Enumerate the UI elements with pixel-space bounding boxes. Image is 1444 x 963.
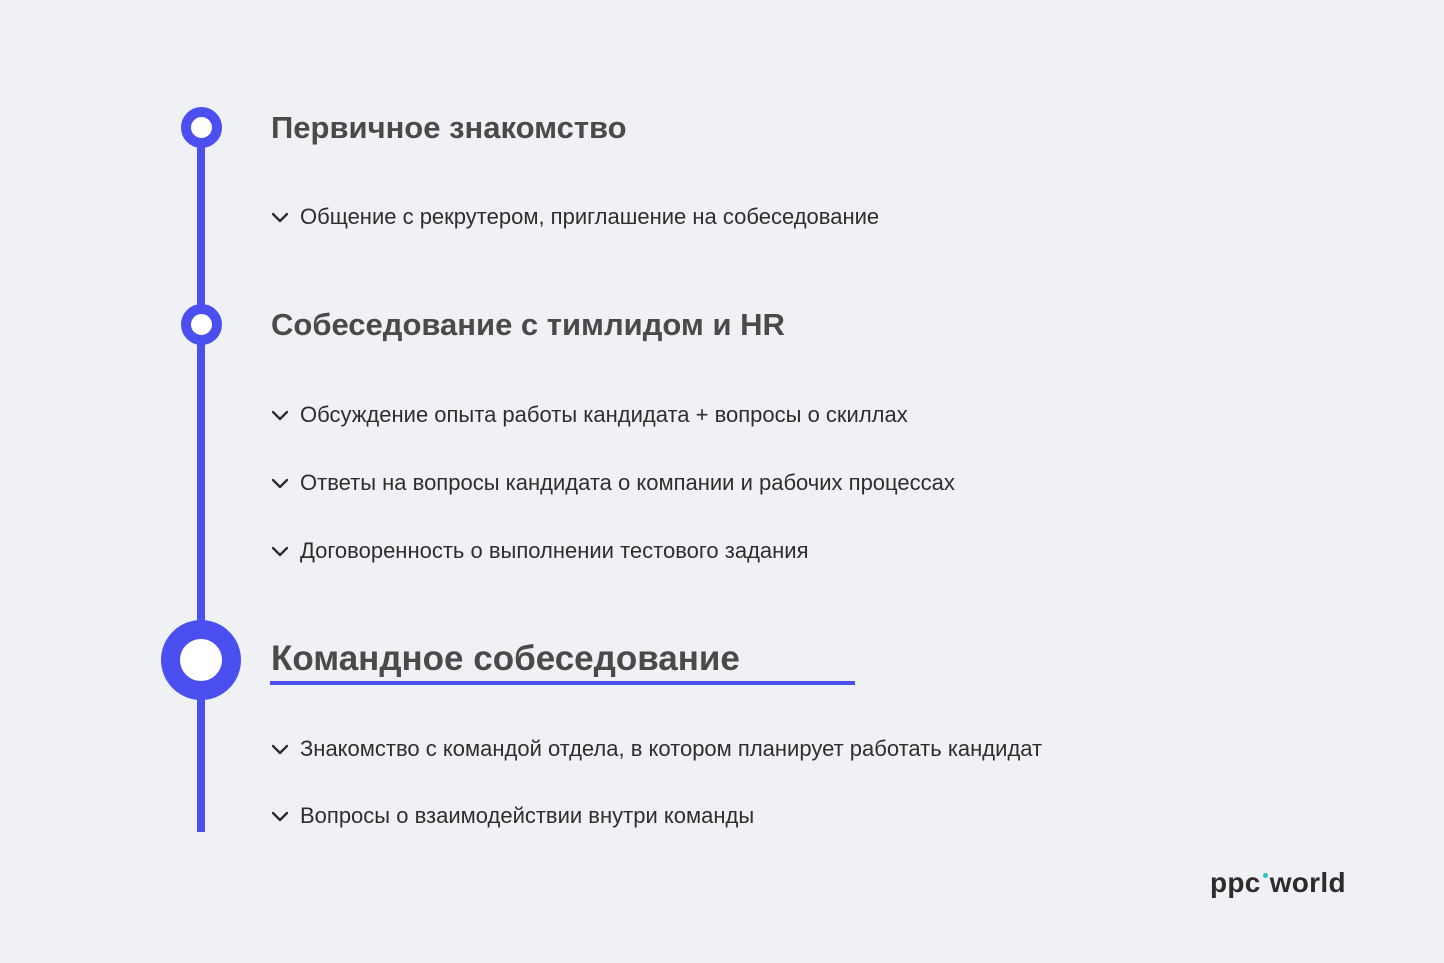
- stage-3-item-1: [270, 734, 1042, 764]
- timeline-node-stage-2: [181, 304, 222, 345]
- check-icon: [270, 405, 290, 425]
- logo-text-left: ppc: [1210, 867, 1261, 898]
- stage-title-3: Командное собеседование: [271, 639, 740, 678]
- stage-2-item-3-text: Договоренность о выполнении тестового задания: [300, 538, 809, 563]
- timeline-node-stage-1: [181, 107, 222, 148]
- logo-text-right: world: [1269, 867, 1346, 898]
- stage-1-item-1-text: Общение с рекрутером, приглашение на собеседование: [300, 204, 880, 229]
- stage-3-item-2: [270, 801, 754, 831]
- check-icon: [270, 806, 290, 826]
- logo-dot-icon: [1263, 873, 1268, 878]
- stage-title-1: Первичное знакомство: [271, 110, 627, 145]
- timeline-line: [197, 128, 205, 832]
- stage-1-item-1: [270, 202, 879, 232]
- check-icon: [270, 541, 290, 561]
- stage-2-item-3: [270, 536, 809, 566]
- stage-2-item-2: [270, 468, 955, 498]
- check-icon: [270, 739, 290, 759]
- stage-3-item-1-text: Знакомство с командой отдела, в котором планирует работать кандидат: [300, 736, 1043, 761]
- stage-2-item-1-text: Обсуждение опыта работы кандидата + вопросы о скиллах: [300, 402, 908, 427]
- check-icon: [270, 473, 290, 493]
- stage-title-3-underline: [270, 681, 855, 685]
- stage-2-item-2-text: Ответы на вопросы кандидата о компании и рабочих процессах: [300, 470, 955, 495]
- timeline-node-stage-3-active: [161, 620, 241, 700]
- stage-title-2: Собеседование с тимлидом и HR: [271, 307, 785, 342]
- stage-2-item-1: [270, 400, 908, 430]
- ppc-world-logo: [1210, 866, 1346, 900]
- stage-3-item-2-text: Вопросы о взаимодействии внутри команды: [300, 803, 755, 828]
- check-icon: [270, 207, 290, 227]
